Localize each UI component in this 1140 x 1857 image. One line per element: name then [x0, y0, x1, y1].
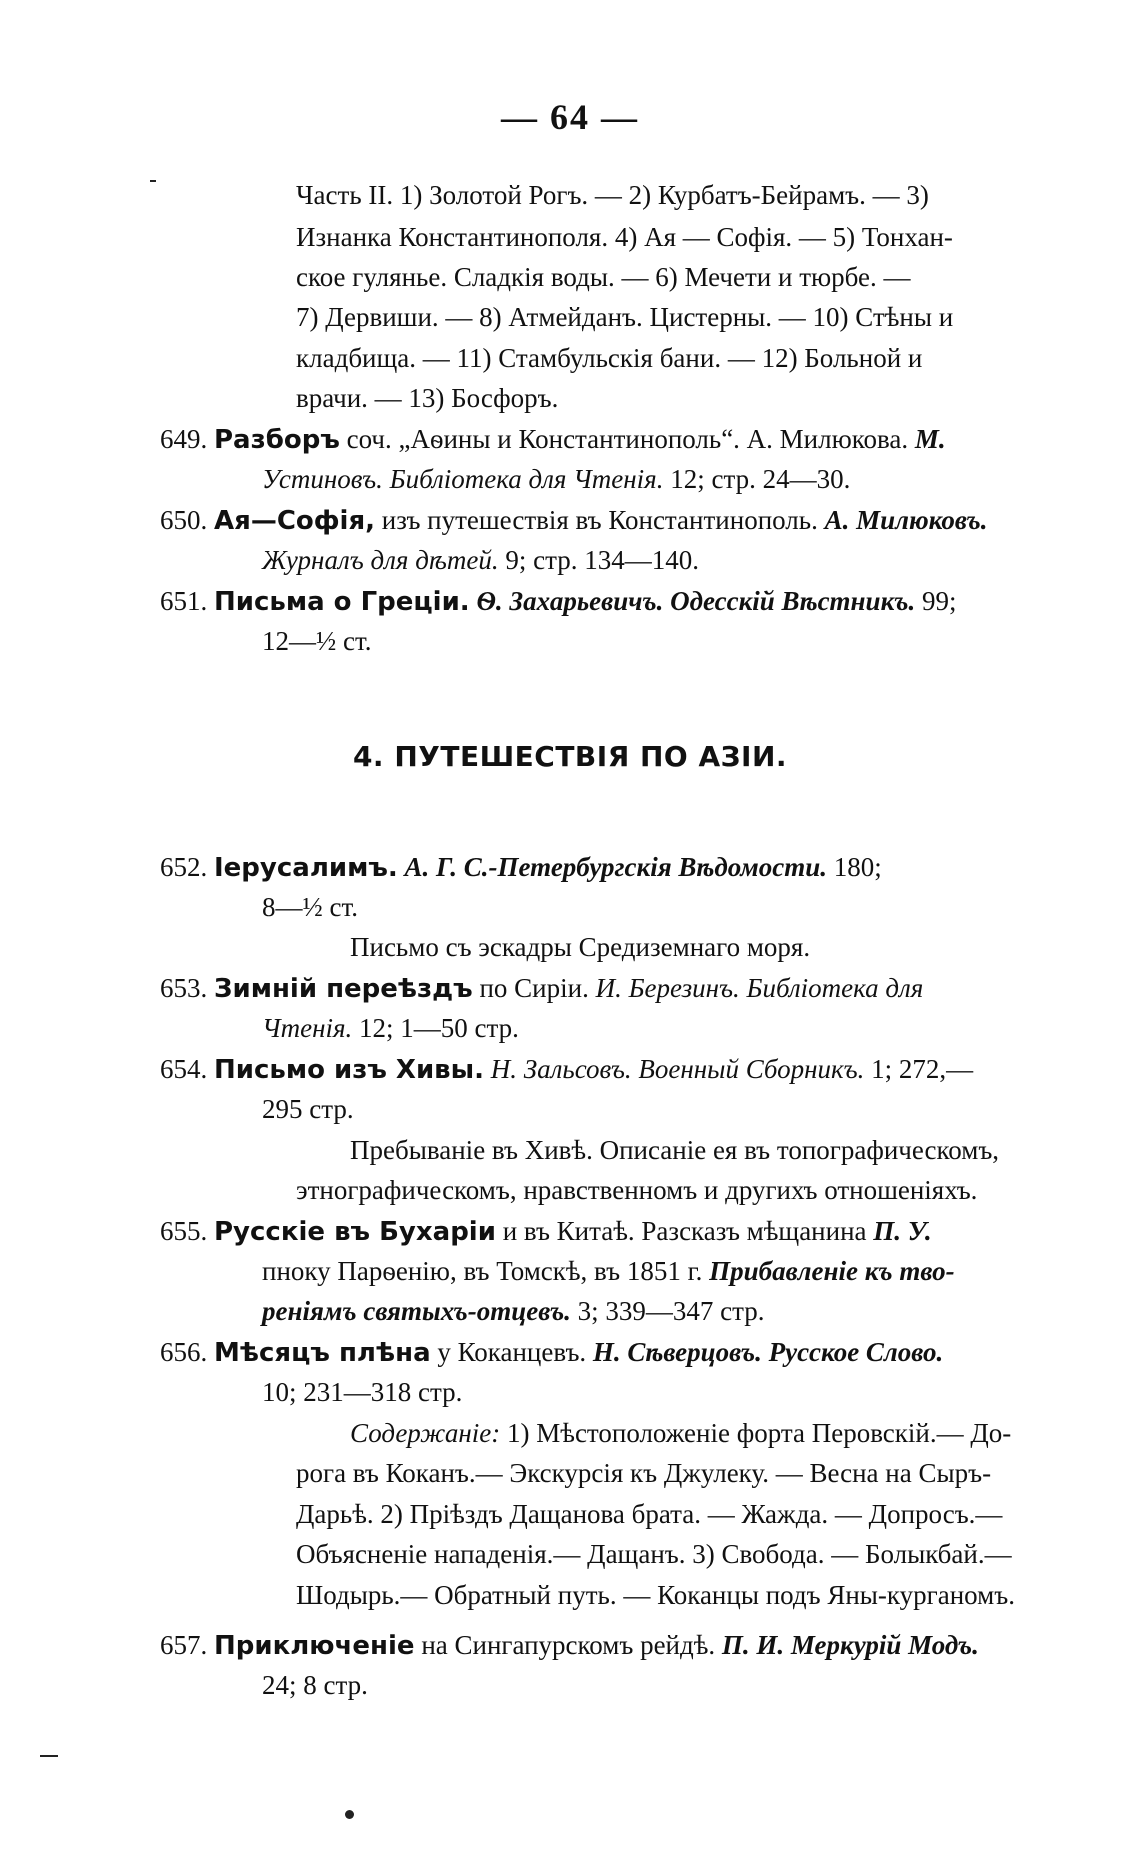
- entry-source: Прибавленіе къ тво-: [709, 1256, 955, 1286]
- entry-number: 653.: [160, 973, 208, 1003]
- entry-text: пноку Парѳенію, въ Томскѣ, въ 1851 г.: [262, 1256, 710, 1286]
- entry-654: [160, 1052, 973, 1087]
- entry-source: Устиновъ. Библіотека для Чтенія.: [262, 464, 664, 494]
- entry-pages: 12; 1—50 стр.: [352, 1013, 519, 1043]
- intro-line-6: врачи. — 13) Босфоръ.: [296, 383, 559, 413]
- entry-title: Письмо изъ Хивы.: [214, 1055, 485, 1085]
- entry-655-line-3: [262, 1294, 765, 1328]
- entry-text: и въ Китаѣ. Разсказъ мѣщанина: [495, 1216, 874, 1246]
- page-number: — 64 —: [501, 97, 639, 137]
- entry-656-contents-5: Шодырь.— Обратный путь. — Коканцы подъ Яны-курганомъ.: [296, 1580, 1015, 1610]
- entry-652-line-2: 8—½ ст.: [262, 892, 359, 922]
- entry-656-contents-1: [350, 1416, 1011, 1450]
- entry-text: [398, 852, 405, 882]
- entry-650-line-2: [262, 543, 699, 577]
- entry-656-contents-4: Объясненіе нападенія.— Дащанъ. 3) Свобода. — Болыкбай.—: [296, 1539, 1012, 1569]
- entry-656-contents-3: Дарьѣ. 2) Пріѣздъ Дащанова брата. — Жажда. — Допросъ.—: [296, 1499, 1003, 1529]
- entry-text: по Сиріи.: [472, 973, 596, 1003]
- scan-speck: [150, 180, 156, 182]
- intro-line-4: 7) Дервиши. — 8) Атмейданъ. Цистерны. — 10) Стѣны и: [296, 302, 954, 332]
- entry-author: А. Милюковъ.: [824, 505, 988, 535]
- entry-text: соч. „Аѳины и Константинополь“. А. Милюкова.: [339, 424, 915, 454]
- entry-author: И. Березинъ. Библіотека для: [595, 973, 924, 1003]
- entry-text: [484, 1054, 491, 1084]
- entry-author: А. Г. С.-Петербургскія Вѣдомости.: [404, 852, 827, 882]
- entry-title: Зимній переѣздъ: [214, 974, 473, 1004]
- entry-text: у Коканцевъ.: [430, 1337, 593, 1367]
- entry-651-line-2: 12—½ ст.: [262, 626, 372, 656]
- entry-654-line-2: 295 стр.: [262, 1094, 354, 1124]
- entry-652: [160, 850, 882, 885]
- entry-number: 651.: [160, 586, 208, 616]
- entry-649: [160, 422, 946, 457]
- entry-title: Ая—Софія,: [214, 506, 376, 536]
- entry-651: [160, 584, 957, 619]
- entry-656-contents-2: рога въ Коканъ.— Экскурсія къ Джулеку. — Весна на Сыръ-: [296, 1458, 992, 1488]
- section-heading: 4. ПУТЕШЕСТВІЯ ПО АЗІИ.: [352, 740, 788, 773]
- entry-649-line-2: [262, 462, 850, 496]
- entry-number: 650.: [160, 505, 208, 535]
- intro-line-2: Изнанка Константинополя. 4) Ая — Софія. — 5) Тонхан-: [296, 222, 953, 252]
- entry-653: [160, 971, 923, 1006]
- entry-author: П. У.: [873, 1216, 932, 1246]
- contents-text: 1) Мѣстоположеніе форта Перовскій.— До-: [500, 1418, 1012, 1448]
- entry-655-line-2: [262, 1254, 955, 1288]
- entry-number: 654.: [160, 1054, 208, 1084]
- entry-title: Мѣсяцъ плѣна: [214, 1338, 431, 1368]
- entry-pages: 12; стр. 24—30.: [663, 464, 851, 494]
- entry-number: 649.: [160, 424, 208, 454]
- entry-text: на Сингапурскомъ рейдѣ.: [414, 1630, 722, 1660]
- entry-655: [160, 1214, 932, 1249]
- entry-source: реніямъ святыхъ-отцевъ.: [262, 1296, 571, 1326]
- scan-speck: [345, 1810, 354, 1819]
- entry-author: Ѳ. Захарьевичъ. Одесскій Вѣстникъ.: [476, 586, 916, 616]
- entry-number: 656.: [160, 1337, 208, 1367]
- entry-656: [160, 1335, 943, 1370]
- entry-657-line-2: 24; 8 стр.: [262, 1670, 368, 1700]
- entry-title: Разборъ: [214, 425, 340, 455]
- entry-pages: 3; 339—347 стр.: [570, 1296, 765, 1326]
- entry-pages: 9; стр. 134—140.: [498, 545, 699, 575]
- entry-issue: 99;: [915, 586, 957, 616]
- entry-654-note-2: этнографическомъ, нравственномъ и другихъ отношеніяхъ.: [296, 1175, 978, 1205]
- entry-number: 652.: [160, 852, 208, 882]
- entry-issue: 180;: [826, 852, 882, 882]
- intro-line-3: ское гулянье. Сладкія воды. — 6) Мечети и тюрбе. —: [296, 262, 911, 292]
- intro-line-5: кладбища. — 11) Стамбульскія бани. — 12) Больной и: [296, 343, 923, 373]
- entry-number: 655.: [160, 1216, 208, 1246]
- entry-657: [160, 1628, 979, 1663]
- entry-source: Чтенія.: [262, 1013, 353, 1043]
- entry-652-note: Письмо съ эскадры Средиземнаго моря.: [350, 932, 811, 962]
- entry-title: Іерусалимъ.: [214, 853, 398, 883]
- contents-label: Содержаніе:: [350, 1418, 501, 1448]
- entry-654-note-1: Пребываніе въ Хивѣ. Описаніе ея въ топографическомъ,: [350, 1135, 1000, 1165]
- entry-source: Журналъ для дѣтей.: [262, 545, 499, 575]
- entry-text: изъ путешествія въ Константинополь.: [375, 505, 825, 535]
- entry-title: Письма о Греціи.: [214, 587, 470, 617]
- scan-speck: [40, 1755, 58, 1757]
- entry-number: 657.: [160, 1630, 208, 1660]
- entry-author: Н. Сѣверцовъ. Русское Слово.: [592, 1337, 944, 1367]
- entry-author: П. И. Меркурій Модъ.: [721, 1630, 979, 1660]
- entry-issue: 1; 272,—: [864, 1054, 974, 1084]
- entry-653-line-2: [262, 1011, 519, 1045]
- intro-line-1: Часть II. 1) Золотой Рогъ. — 2) Курбатъ-Бейрамъ. — 3): [296, 180, 929, 210]
- entry-656-line-2: 10; 231—318 стр.: [262, 1377, 463, 1407]
- entry-author: М.: [914, 424, 946, 454]
- entry-title: Русскіе въ Бухаріи: [214, 1217, 496, 1247]
- entry-title: Приключеніе: [214, 1631, 415, 1661]
- entry-author: Н. Зальсовъ. Военный Сборникъ.: [490, 1054, 865, 1084]
- entry-650: [160, 503, 988, 538]
